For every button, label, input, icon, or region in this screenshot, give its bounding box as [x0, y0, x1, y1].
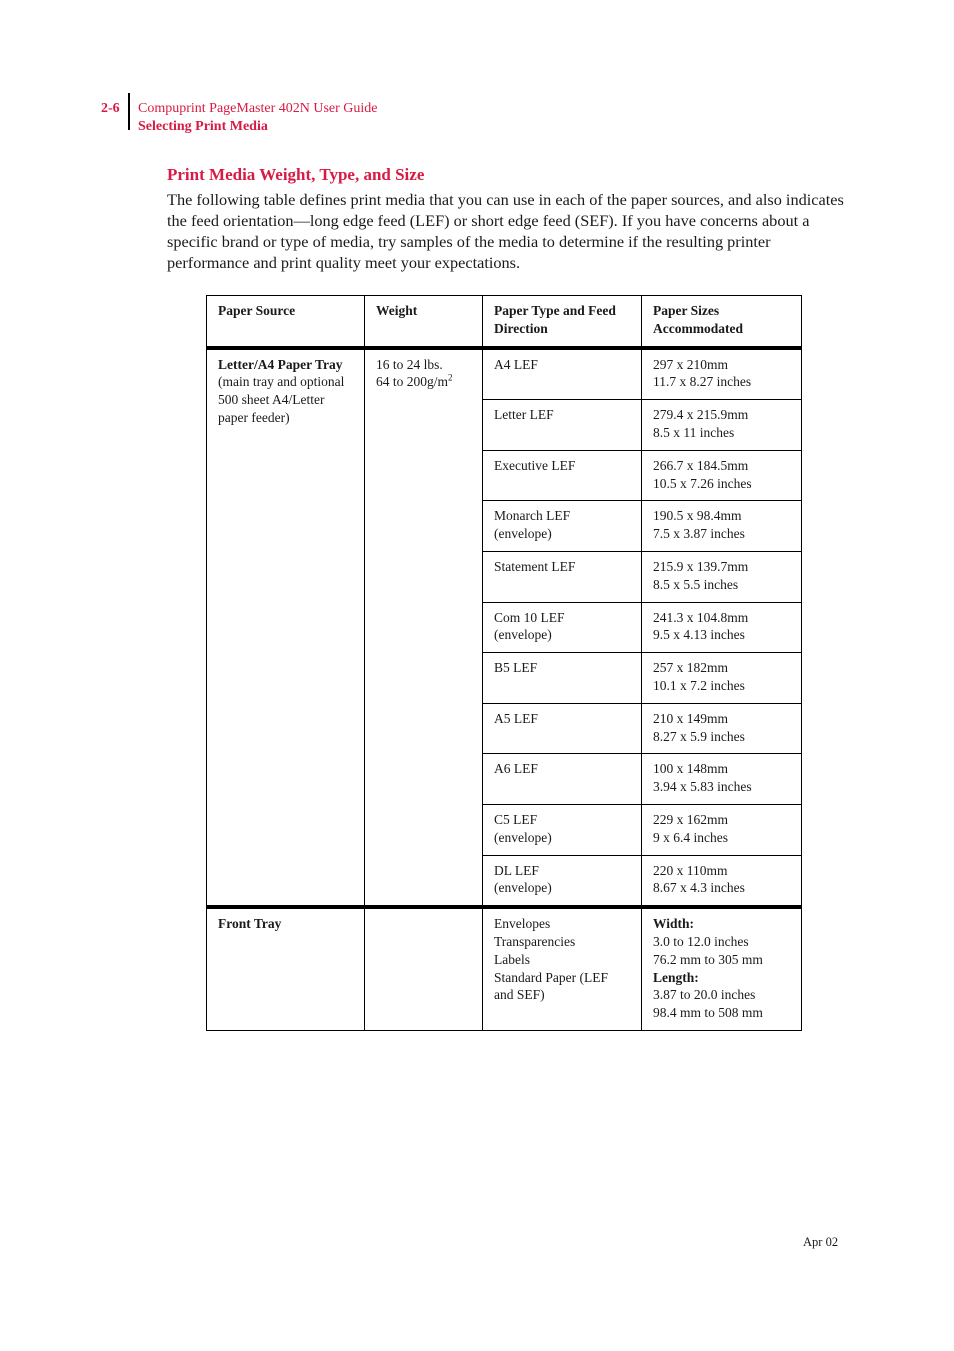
size-cell: 100 x 148mm 3.94 x 5.83 inches [642, 754, 802, 805]
type-cell: A6 LEF [483, 754, 642, 805]
type-cell: Statement LEF [483, 551, 642, 602]
size-cell: 220 x 110mm 8.67 x 4.3 inches [642, 855, 802, 907]
intro-paragraph: The following table defines print media that you can use in each of the paper sources, and also indicates the feed orientation—long edge feed (LEF) or short edge feed (SEF). If you have concerns about a specific brand or type of media, try samples of the media to determine if the resulting printer performance and print quality meet your expectations. [167, 190, 844, 272]
header-paper-type: Paper Type and Feed Direction [483, 296, 642, 348]
size-cell: 210 x 149mm 8.27 x 5.9 inches [642, 703, 802, 754]
section-title: Selecting Print Media [138, 119, 268, 134]
page-heading: Print Media Weight, Type, and Size [167, 165, 425, 184]
source-cell [207, 348, 365, 908]
page-number: 2-6 [101, 101, 120, 116]
table-row [207, 348, 802, 400]
type-cell: Envelopes Transparencies Labels Standard Paper (LEF and SEF) [483, 907, 642, 1030]
type-cell: Letter LEF [483, 400, 642, 451]
header-paper-source: Paper Source [207, 296, 365, 348]
footer-date: Apr 02 [803, 1235, 839, 1249]
header-divider [128, 93, 130, 130]
table-header-row [207, 296, 802, 348]
type-cell: B5 LEF [483, 653, 642, 704]
header-weight: Weight [365, 296, 483, 348]
weight-cell [365, 907, 483, 1030]
size-cell: 241.3 x 104.8mm 9.5 x 4.13 inches [642, 602, 802, 653]
size-cell: 257 x 182mm 10.1 x 7.2 inches [642, 653, 802, 704]
type-cell: A5 LEF [483, 703, 642, 754]
size-cell: 266.7 x 184.5mm 10.5 x 7.26 inches [642, 450, 802, 501]
source-name: Letter/A4 Paper Tray [218, 356, 343, 372]
type-cell: A4 LEF [483, 348, 642, 400]
media-table [206, 295, 802, 1031]
source-cell [207, 907, 365, 1030]
source-name: Front Tray [218, 916, 282, 932]
weight-lbs: 16 to 24 lbs. [376, 356, 443, 372]
size-cell: 297 x 210mm 11.7 x 8.27 inches [642, 348, 802, 400]
weight-gsm: 64 to $200g/m^2$ [376, 372, 453, 390]
type-cell: Com 10 LEF (envelope) [483, 602, 642, 653]
size-cell: Width: 3.0 to 12.0 inches 76.2 mm to 305 mm Length: 3.87 to 20.0 inches 98.4 mm to 508 mm [642, 907, 802, 1030]
type-cell: Monarch LEF (envelope) [483, 501, 642, 552]
size-cell: 190.5 x 98.4mm 7.5 x 3.87 inches [642, 501, 802, 552]
type-cell: Executive LEF [483, 450, 642, 501]
guide-title: Compuprint PageMaster 402N User Guide [138, 101, 378, 116]
type-cell: DL LEF (envelope) [483, 855, 642, 907]
source-note: (main tray and optional 500 sheet A4/Letter paper feeder) [218, 374, 345, 425]
size-cell: 229 x 162mm 9 x 6.4 inches [642, 804, 802, 855]
size-cell: 279.4 x 215.9mm 8.5 x 11 inches [642, 400, 802, 451]
type-cell: C5 LEF (envelope) [483, 804, 642, 855]
table-row-front-tray [207, 907, 802, 1030]
weight-cell [365, 348, 483, 908]
header-paper-sizes: Paper Sizes Accommodated [642, 296, 802, 348]
size-cell: 215.9 x 139.7mm 8.5 x 5.5 inches [642, 551, 802, 602]
